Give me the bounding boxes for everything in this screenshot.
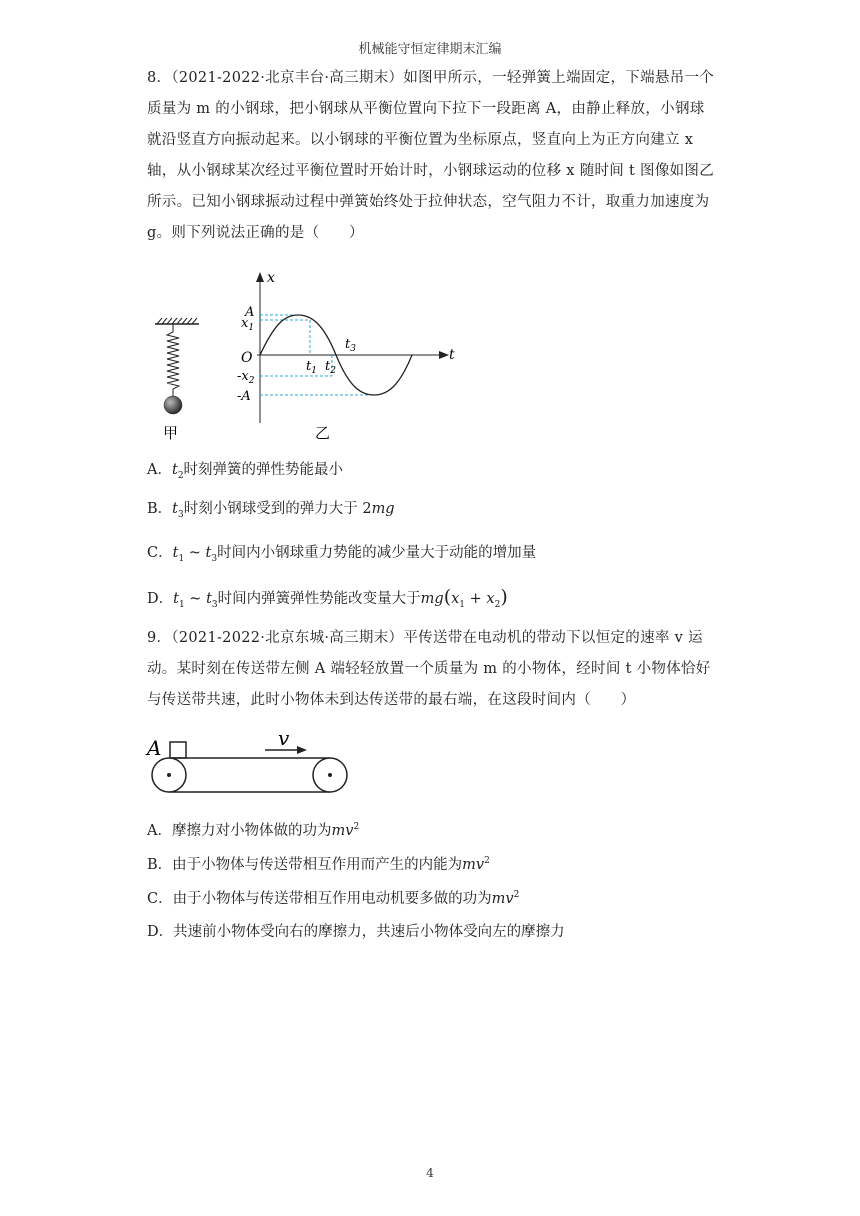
axis-label-x: x: [267, 270, 275, 286]
question-8-stem: [147, 63, 717, 249]
steel-ball: [164, 396, 182, 414]
question-9-stem: [147, 623, 717, 716]
label-neg-A: -A: [237, 389, 251, 404]
question-9-option-a[interactable]: A．摩擦力对小物体做的功为$mv^2$: [147, 822, 360, 839]
label-t1: $t_1$: [306, 359, 317, 376]
question-9-text: 平传送带在电动机的带动下以恒定的速率 v 运动。某时刻在传送带左侧 A 端轻轻放置一个质量为 m 的小物体，经时间 t 小物体恰好与传送带共速，此时小物体未到达传送带的最右端，在这段时间内（ ）: [147, 630, 711, 708]
small-block: [170, 742, 186, 758]
origin-label: O: [241, 350, 253, 366]
question-9-option-c[interactable]: C．由于小物体与传送带相互作用电动机要多做的功为$mv^2$: [147, 890, 520, 907]
question-8-option-c[interactable]: C．$t_1$ ~ $t_3$时间内小钢球重力势能的减少量大于动能的增加量: [147, 545, 537, 564]
conveyor-belt-figure: [145, 725, 355, 800]
label-x1: $x_1$: [241, 316, 255, 333]
label-A-end: A: [147, 736, 162, 760]
page-header: 机械能守恒定律期末汇编: [358, 42, 502, 57]
label-yi: 乙: [315, 424, 331, 442]
question-9-source: （2021-2022·北京东城·高三期末）: [171, 630, 404, 646]
spring-oscillation-figure: [145, 268, 465, 448]
page-number: 4: [426, 1166, 434, 1180]
question-9-number: 9．: [147, 630, 172, 646]
question-9-option-d[interactable]: D．共速前小物体受向右的摩擦力，共速后小物体受向左的摩擦力: [147, 924, 565, 940]
question-8-number: 8．: [147, 70, 172, 86]
label-A: A: [245, 305, 255, 320]
label-neg-x2: $-x_2$: [237, 369, 255, 386]
label-v: v: [278, 726, 290, 750]
question-8-text: 如图甲所示，一轻弹簧上端固定，下端悬吊一个质量为 m 的小钢球，把小钢球从平衡位置向下拉下一段距离 A，由静止释放，小钢球就沿竖直方向振动起来。以小钢球的平衡位置为坐标原点，竖直向上为正方向建立 x 轴，从小钢球某次经过平衡位置时开始计时，小钢球运动的位移 x 随时间 t 图像如图乙所示。已知小钢球振动过程中弹簧始终处于拉伸状态，空气阻力不计，取重力加速度为 g。则下列说法正确的是（ ）: [147, 70, 715, 241]
question-8-source: （2021-2022·北京丰台·高三期末）: [171, 70, 404, 86]
question-9-option-b[interactable]: B．由于小物体与传送带相互作用而产生的内能为$mv^2$: [147, 856, 490, 873]
axis-label-t: t: [449, 347, 455, 363]
question-8-option-b[interactable]: B．$t_3$时刻小钢球受到的弹力大于 2mg: [147, 501, 395, 520]
question-8-option-d[interactable]: D．$t_1$ ~ $t_3$时间内弹簧弹性势能改变量大于$mg(x_1 + x_2)$: [147, 586, 508, 610]
question-8-option-a[interactable]: A．$t_2$时刻弹簧的弹性势能最小: [147, 462, 344, 481]
label-jia: 甲: [163, 424, 179, 442]
label-t3: $t_3$: [345, 337, 356, 354]
velocity-arrow: [297, 746, 307, 754]
label-t2: $t_2$: [325, 359, 336, 376]
spring: [167, 324, 179, 396]
